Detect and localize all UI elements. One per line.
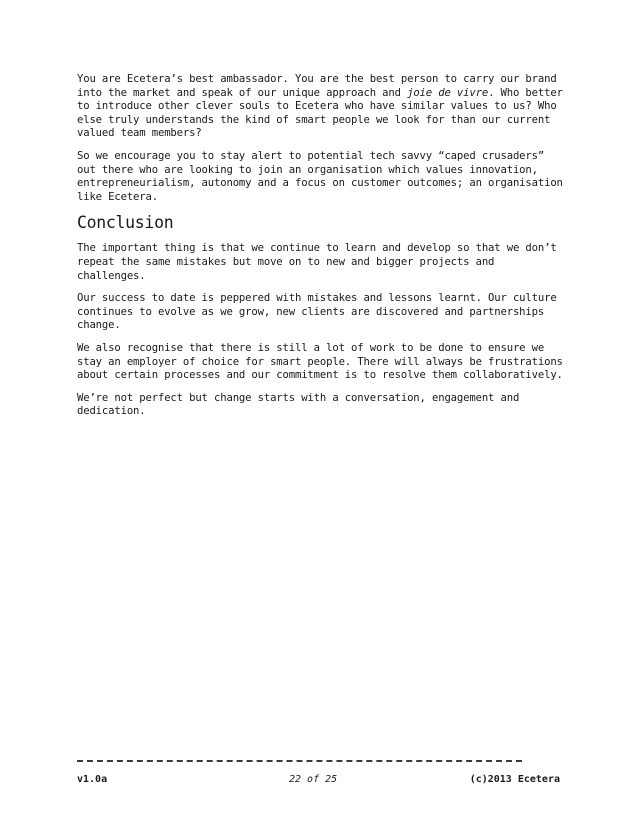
paragraph-caped-crusaders: So we encourage you to stay alert to potential tech savvy “caped crusaders” out there who are looking to join an organisation which values innovation, entrepreneurialism, autonomy and a focus on customer outcomes; an organisation like Ecetera.: [77, 149, 563, 203]
paragraph-not-perfect: We’re not perfect but change starts with a conversation, engagement and dedication.: [77, 391, 520, 418]
footer-version: v1.0a: [77, 774, 108, 785]
paragraph-text: . Who better to introduce other clever souls to Ecetera who have similar values to us? Who else truly understands the kind of smart people we look for than our current valued team members?: [77, 86, 563, 140]
paragraph-success: Our success to date is peppered with mistakes and lessons learnt. Our culture continues to evolve as we grow, new clients are discovered and partnerships change.: [77, 292, 557, 332]
footer-copyright: (c)2013 Ecetera: [469, 774, 560, 785]
section-heading-conclusion: Conclusion: [77, 213, 174, 233]
emphasis-text: joie de vivre: [407, 86, 489, 99]
footer-divider: [77, 760, 522, 762]
paragraph-ambassador: [77, 73, 567, 141]
page-content: [77, 73, 567, 428]
paragraph-text: You are Ecetera’s best ambassador. You are the best person to carry our brand into the market and speak of our unique approach and: [77, 73, 557, 99]
paragraph-work-to-do: We also recognise that there is still a lot of work to be done to ensure we stay an employer of choice for smart people. There will always be frustrations about certain processes and our commitment is to resolve them collaboratively.: [77, 341, 563, 382]
footer-page-number: 22 of 25: [289, 774, 338, 785]
paragraph-learn-develop: The important thing is that we continue to learn and develop so that we don’t repeat the same mistakes but move on to new and bigger projects and challenges.: [77, 242, 557, 282]
page-footer: [77, 774, 560, 788]
